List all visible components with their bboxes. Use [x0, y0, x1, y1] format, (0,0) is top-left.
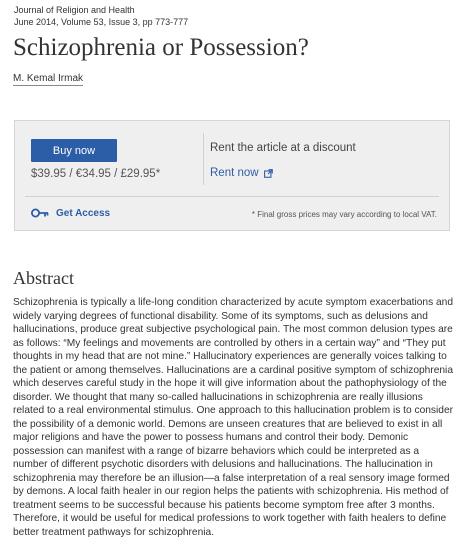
horizontal-divider — [25, 196, 439, 197]
price-text: $39.95 / €34.95 / £29.95* — [31, 168, 161, 180]
abstract-heading: Abstract — [13, 268, 74, 288]
buy-now-button[interactable]: Buy now — [31, 139, 117, 162]
author-link[interactable]: M. Kemal Irmak — [13, 73, 84, 84]
abstract-text: Schizophrenia is typically a life-long condition characterized by acute symptom exacerbations and widely varying degrees of functional disability. Some of its symptoms, such as delusions and hallucinations, produce great subjective psychological pain. The most common delusion types are as follows: “My feelings and movements are controlled by others in a certain way” and “They put thoughts in my head that are not mine.” Hallucinatory experiences are generally voices talking to the patient or among themselves. Hallucinations are a cardinal positive symptom of schizophrenia which deserves careful study in the hope it will give information about the pathophysiology of the disorder. We thought that many so-called hallucinations in schizophrenia are really illusions related to a real environmental stimulus. One approach to this hallucination problem is to consider the possibility of a demonic world. Demons are unseen creatures that are believed to exist in all major religions and have the power to possess humans and control their body. Demonic possession can manifest with a range of bizarre behaviors which could be interpreted as a number of different psychotic disorders with delusions and hallucinations. The hallucination in schizophrenia may therefore be an illusion—a false interpretation of a real sensory image formed by demons. A local faith healer in our region helps the patients with schizophrenia. His method of treatment seems to be successful because his patients become symptom free after 3 months. Therefore, it would be useful for medical professions to work together with faith healers to define better treatment pathways for schizophrenia. — [13, 297, 453, 538]
rent-now-link[interactable] — [210, 167, 273, 179]
rent-description: Rent the article at a discount — [210, 142, 356, 154]
journal-info — [14, 4, 188, 28]
journal-name: Journal of Religion and Health — [14, 5, 135, 15]
rent-now-label: Rent now — [210, 167, 259, 179]
get-access-link[interactable] — [31, 207, 110, 219]
journal-issue: June 2014, Volume 53, Issue 3, pp 773-777 — [14, 17, 189, 27]
vat-note: * Final gross prices may vary according to local VAT. — [251, 210, 437, 219]
article-title: Schizophrenia or Possession? — [13, 34, 309, 61]
purchase-box — [14, 120, 450, 231]
get-access-label: Get Access — [56, 207, 111, 219]
vertical-divider — [203, 133, 204, 185]
external-link-icon — [264, 169, 273, 178]
key-icon — [31, 207, 49, 219]
